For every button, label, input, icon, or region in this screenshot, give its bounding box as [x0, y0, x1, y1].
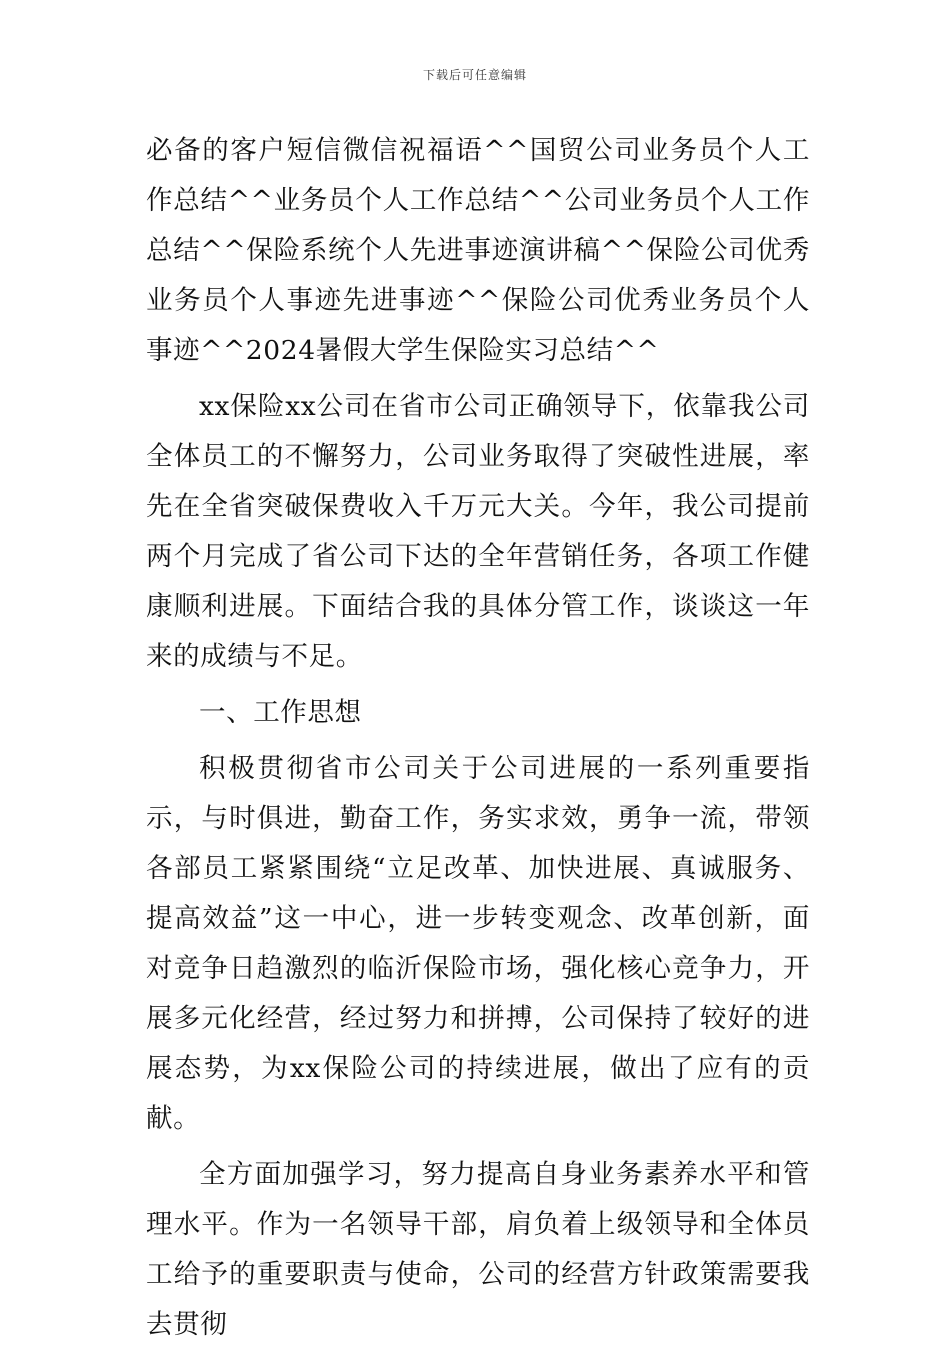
page-header-note: 下载后可任意编辑 [422, 68, 527, 82]
paragraph-related-links: 必备的客户短信微信祝福语^^国贸公司业务员个人工作总结^^业务员个人工作总结^^公司业务员个人工作总结^^保险系统个人先进事迹演讲稿^^保险公司优秀业务员个人事迹先进事迹^^保险公司优秀业务员个人事迹^^2024暑假大学生保险实习总结^^ [146, 135, 810, 366]
paragraph-work-thoughts: 积极贯彻省市公司关于公司进展的一系列重要指示，与时俱进，勤奋工作，务实求效，勇争一流，带领各部员工紧紧围绕“立足改革、加快进展、真诚服务、提高效益”这一中心，进一步转变观念、改革创新，面对竞争日趋激烈的临沂保险市场，强化核心竞争力，开展多元化经营，经过努力和拼搏，公司保持了较好的进展态势，为xx保险公司的持续进展，做出了应有的贡献。 [146, 753, 810, 1134]
paragraph-learning: 全方面加强学习，努力提高自身业务素养水平和管理水平。作为一名领导干部，肩负着上级领导和全体员工给予的重要职责与使命，公司的经营方针政策需要我去贯彻 [146, 1159, 810, 1340]
paragraph-intro: xx保险xx公司在省市公司正确领导下，依靠我公司全体员工的不懈努力，公司业务取得了突破性进展，率先在全省突破保费收入千万元大关。今年，我公司提前两个月完成了省公司下达的全年营销任务，各项工作健康顺利进展。下面结合我的具体分管工作，谈谈这一年来的成绩与不足。 [146, 391, 810, 672]
document-body [146, 126, 810, 1356]
section-heading-work-thoughts: 一、工作思想 [199, 697, 362, 728]
